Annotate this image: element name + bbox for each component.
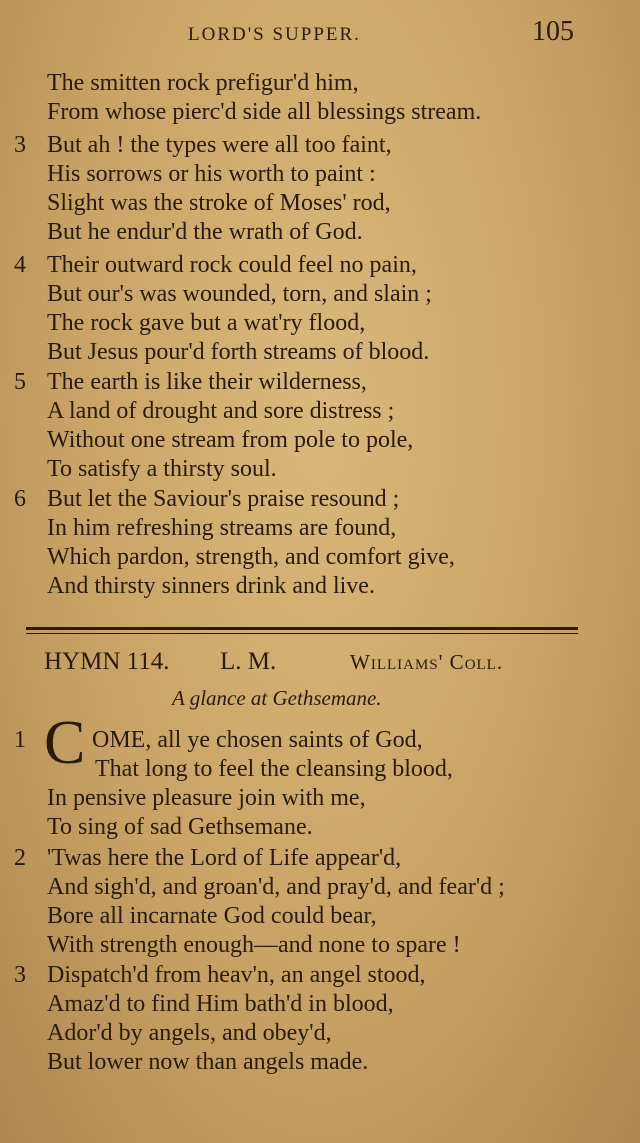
verse-line — [0, 281, 640, 311]
line-text: That long to feel the cleansing blood, — [95, 756, 453, 782]
line-text: Their outward rock could feel no pain, — [47, 252, 417, 278]
verse-line — [0, 814, 640, 844]
line-text: Dispatch'd from heav'n, an angel stood, — [47, 962, 426, 988]
verse-line — [0, 515, 640, 545]
line-text: Which pardon, strength, and comfort give, — [47, 544, 455, 570]
verse-line — [0, 785, 640, 815]
verse-line — [0, 903, 640, 933]
line-text: Without one stream from pole to pole, — [47, 427, 414, 453]
verse-number: 1 — [14, 727, 26, 753]
line-text: But let the Saviour's praise resound ; — [47, 486, 400, 512]
verse-line — [0, 132, 640, 162]
line-text: 'Twas here the Lord of Life appear'd, — [47, 845, 402, 871]
hymn-meter: L. M. — [220, 648, 277, 675]
verse-line — [0, 1020, 640, 1050]
verse-number: 2 — [14, 845, 26, 871]
section-rule-thin — [26, 633, 578, 634]
hymn-heading — [44, 648, 584, 682]
verse-line — [0, 991, 640, 1021]
verse-line — [0, 932, 640, 962]
line-text: Slight was the stroke of Moses' rod, — [47, 190, 391, 216]
verse-line — [0, 962, 640, 992]
verse-line — [0, 727, 640, 757]
line-text: A land of drought and sore distress ; — [47, 398, 395, 424]
running-title: LORD'S SUPPER. — [188, 24, 361, 45]
line-text: To sing of sad Gethsemane. — [47, 814, 313, 840]
verse-number: 4 — [14, 252, 26, 278]
running-head — [0, 14, 640, 54]
line-text: But lower now than angels made. — [47, 1049, 369, 1075]
verse-line — [0, 1049, 640, 1079]
verse-line — [0, 161, 640, 191]
verse-line — [0, 845, 640, 875]
verse-line — [0, 310, 640, 340]
verse-line — [0, 427, 640, 457]
line-text: In him refreshing streams are found, — [47, 515, 397, 541]
verse-number: 6 — [14, 486, 26, 512]
line-text: From whose pierc'd side all blessings stream. — [47, 99, 482, 125]
line-text: With strength enough—and none to spare ! — [47, 932, 461, 958]
line-text: Bore all incarnate God could bear, — [47, 903, 377, 929]
verse-line — [0, 219, 640, 249]
line-text: The earth is like their wilderness, — [47, 369, 367, 395]
line-text: The smitten rock prefigur'd him, — [47, 70, 359, 96]
line-text: But our's was wounded, torn, and slain ; — [47, 281, 432, 307]
verse-line — [0, 456, 640, 486]
line-text: But Jesus pour'd forth streams of blood. — [47, 339, 430, 365]
page-number: 105 — [532, 16, 574, 47]
line-text: And sigh'd, and groan'd, and pray'd, and fear'd ; — [47, 874, 505, 900]
line-text: But he endur'd the wrath of God. — [47, 219, 363, 245]
verse-line — [0, 573, 640, 603]
verse-line — [0, 99, 640, 129]
line-text: Amaz'd to find Him bath'd in blood, — [47, 991, 394, 1017]
verse-line — [0, 252, 640, 282]
line-text: To satisfy a thirsty soul. — [47, 456, 277, 482]
line-text: And thirsty sinners drink and live. — [47, 573, 375, 599]
verse-line — [0, 369, 640, 399]
line-text: OME, all ye chosen saints of God, — [92, 727, 423, 753]
section-rule — [26, 627, 578, 630]
hymn-subtitle: A glance at Gethsemane. — [172, 686, 382, 710]
line-text: His sorrows or his worth to paint : — [47, 161, 376, 187]
verse-line — [0, 756, 640, 786]
verse-line — [0, 486, 640, 516]
verse-number: 3 — [14, 962, 26, 988]
line-text: But ah ! the types were all too faint, — [47, 132, 392, 158]
verse-line — [0, 70, 640, 100]
line-text: In pensive pleasure join with me, — [47, 785, 366, 811]
line-text: The rock gave but a wat'ry flood, — [47, 310, 366, 336]
verse-number: 3 — [14, 132, 26, 158]
hymn-source: Williams' Coll. — [350, 650, 504, 674]
verse-line — [0, 874, 640, 904]
verse-line — [0, 190, 640, 220]
line-text: Ador'd by angels, and obey'd, — [47, 1020, 332, 1046]
verse-line — [0, 544, 640, 574]
verse-line — [0, 339, 640, 369]
drop-cap: C — [44, 709, 86, 777]
verse-line — [0, 398, 640, 428]
hymn-number: HYMN 114. — [44, 648, 170, 675]
verse-number: 5 — [14, 369, 26, 395]
